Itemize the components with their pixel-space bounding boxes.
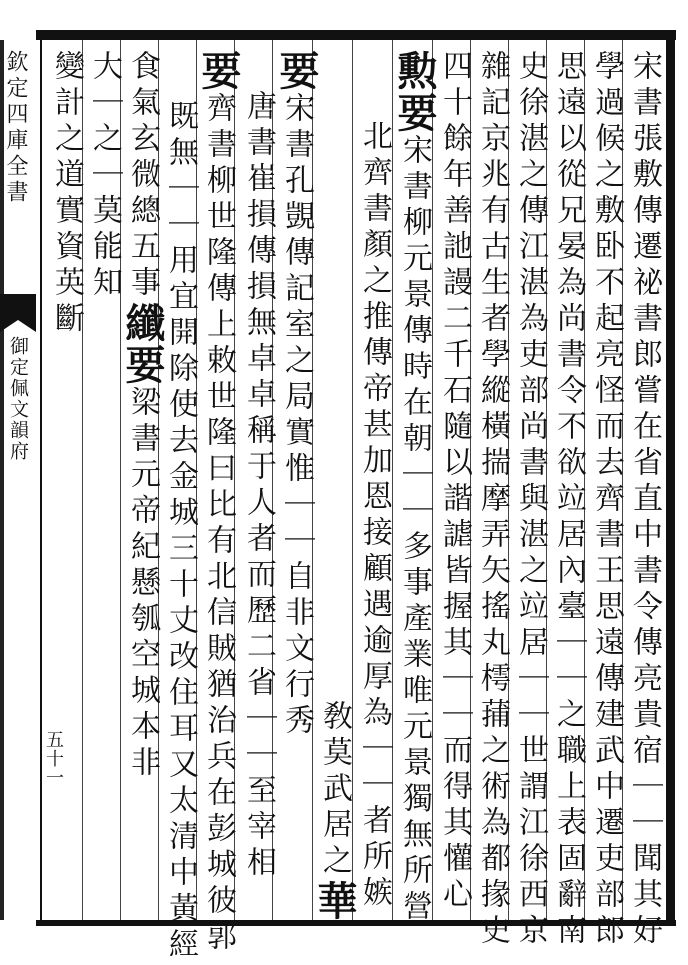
fish-tail-mark-icon	[0, 294, 36, 332]
text-column	[626, 50, 662, 950]
text-column	[311, 700, 358, 922]
column-rule	[432, 40, 433, 920]
text-column	[119, 50, 166, 782]
column-text: 唐書崔損傳損無卓卓稱于人者而歷二省｜｜至宰相	[241, 90, 276, 882]
column-text: 宋書張敷傳遷祕書郎嘗在省直中書令傳亮貴宿｜｜聞其好	[627, 50, 662, 950]
text-column	[436, 50, 472, 914]
column-text: 食氣玄微總五事	[125, 50, 160, 302]
column-rule	[352, 40, 353, 920]
column-text: 北齊書顏之推傳帝甚加恩接顧遇逾厚為｜｜者所嫉	[357, 120, 392, 912]
text-column	[356, 120, 392, 912]
column-text: 既無｜｜用宜開除使去金城三十丈改住耳又太清中黃經	[163, 100, 198, 964]
column-text: 大｜之｜莫能知	[87, 50, 122, 302]
page-folio: 五十一	[43, 730, 64, 787]
text-column	[195, 50, 242, 956]
column-text: 宋書孔覬傳記室之局實惟｜｜自非文行秀	[279, 92, 314, 740]
margin-series-title: 欽定四庫全書	[3, 50, 28, 206]
column-text: 學過候之敷卧不起亮怪而去齊書王思遠傳建武中遷吏部郎	[589, 50, 624, 950]
text-column	[48, 50, 84, 338]
frame-inner-left-border	[40, 40, 42, 920]
entry-heading: 纖要	[119, 302, 166, 386]
entry-heading: 要	[273, 50, 320, 92]
column-text: 雜記京兆有古生者學縱橫揣摩弄矢搖丸樗蒱之術為都掾史	[475, 50, 510, 950]
frame-top-border	[36, 30, 676, 40]
entry-heading: 勲要	[391, 50, 438, 134]
entry-heading: 華	[311, 880, 358, 922]
column-text: 四十餘年善訑謾二千石隨以諧謔皆握其｜｜而得其懽心	[437, 50, 472, 914]
text-column	[86, 50, 122, 302]
column-text: 思遠以從兄晏為尚書令不欲竝居內臺｜｜之職上表固辭南	[551, 50, 586, 950]
text-column	[512, 50, 548, 950]
column-text: 齊書柳世隆傳上敕世隆曰比有北信賊猶治兵在彭城彼郭	[201, 92, 236, 956]
text-column	[550, 50, 586, 950]
text-column	[588, 50, 624, 950]
column-text: 史徐湛之傳江湛為吏部尚書與湛之竝居｜｜世謂江徐西京	[513, 50, 548, 950]
column-text: 變計之道實資英斷	[49, 50, 84, 338]
text-column	[162, 100, 198, 964]
frame-right-border	[666, 30, 675, 926]
text-column	[391, 50, 438, 926]
column-text: 宋書柳元景傳時在朝｜｜多事產業唯元景獨無所營	[397, 134, 432, 926]
text-column	[240, 90, 276, 882]
column-text: 敎莫武居之	[317, 700, 352, 880]
text-column	[474, 50, 510, 950]
entry-heading: 要	[195, 50, 242, 92]
text-column	[273, 50, 320, 740]
column-text: 梁書元帝紀懸瓠空城本非	[125, 386, 160, 782]
column-rule	[392, 40, 393, 920]
margin-book-title: 御定佩文韻府	[7, 336, 29, 462]
